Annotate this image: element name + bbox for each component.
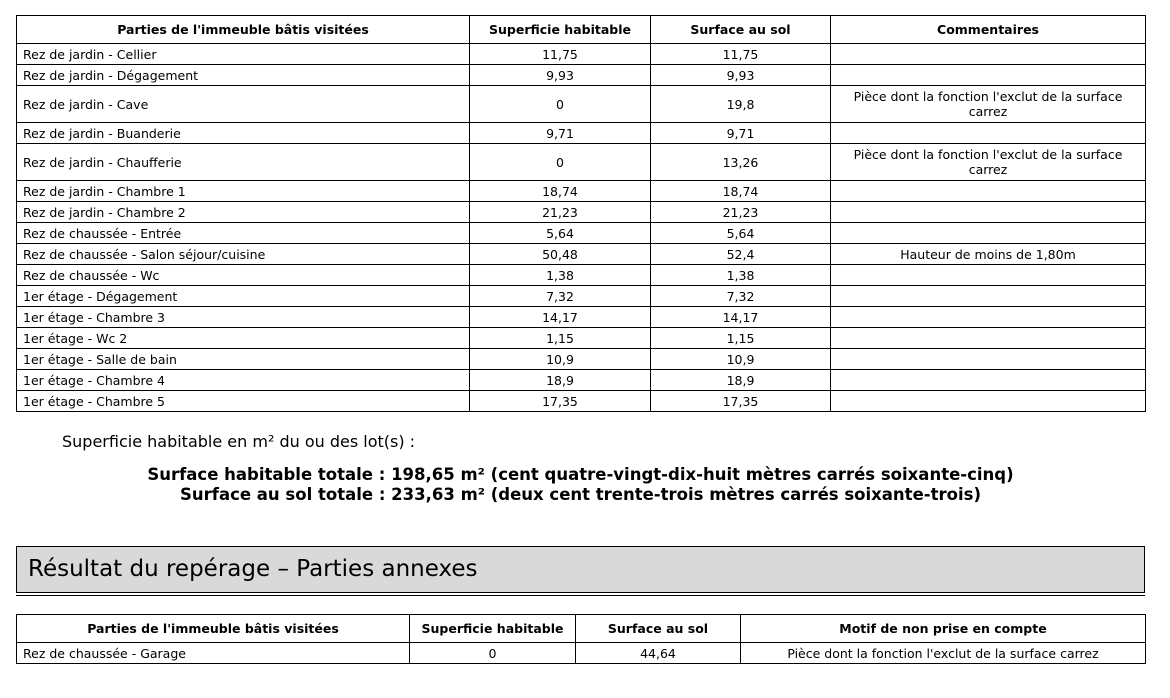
- cell-superficie-habitable: 7,32: [470, 286, 651, 307]
- cell-superficie-habitable: 5,64: [470, 223, 651, 244]
- cell-partie: Rez de jardin - Buanderie: [17, 123, 470, 144]
- cell-superficie-habitable: 10,9: [470, 349, 651, 370]
- cell-commentaire: [831, 44, 1146, 65]
- table-row: [17, 286, 1146, 307]
- cell-commentaire: [831, 349, 1146, 370]
- cell-surface-au-sol: 52,4: [651, 244, 831, 265]
- cell-superficie-habitable: 9,93: [470, 65, 651, 86]
- cell-surface-au-sol: 9,93: [651, 65, 831, 86]
- annex-table: [16, 614, 1146, 664]
- table-row: [17, 391, 1146, 412]
- cell-partie: 1er étage - Chambre 3: [17, 307, 470, 328]
- cell-partie: Rez de jardin - Chaufferie: [17, 144, 470, 181]
- rooms-table: [16, 15, 1146, 412]
- cell-surface-au-sol: 5,64: [651, 223, 831, 244]
- table-row: [17, 223, 1146, 244]
- cell-surface-au-sol: 10,9: [651, 349, 831, 370]
- cell-superficie-habitable: 11,75: [470, 44, 651, 65]
- cell-surface-au-sol: 1,38: [651, 265, 831, 286]
- table-row: [17, 349, 1146, 370]
- cell-superficie-habitable: 1,15: [470, 328, 651, 349]
- table-row: [17, 370, 1146, 391]
- cell-commentaire: [831, 202, 1146, 223]
- annex-header-superficie-habitable: Superficie habitable: [410, 615, 576, 643]
- summary-label: Superficie habitable en m² du ou des lot(s) :: [62, 432, 416, 451]
- cell-superficie-habitable: 21,23: [470, 202, 651, 223]
- annex-header-parties: Parties de l'immeuble bâtis visitées: [17, 615, 410, 643]
- cell-partie: Rez de jardin - Chambre 1: [17, 181, 470, 202]
- cell-surface-au-sol: 13,26: [651, 144, 831, 181]
- annex-table-row: [17, 643, 1146, 664]
- cell-commentaire: [831, 265, 1146, 286]
- cell-superficie-habitable: 18,9: [470, 370, 651, 391]
- cell-commentaire: [831, 370, 1146, 391]
- table-row: [17, 202, 1146, 223]
- cell-commentaire: [831, 391, 1146, 412]
- cell-partie: Rez de jardin - Dégagement: [17, 65, 470, 86]
- cell-surface-au-sol: 11,75: [651, 44, 831, 65]
- cell-partie: 1er étage - Chambre 5: [17, 391, 470, 412]
- header-commentaires: Commentaires: [831, 16, 1146, 44]
- cell-commentaire: Hauteur de moins de 1,80m: [831, 244, 1146, 265]
- table-row: [17, 244, 1146, 265]
- cell-partie: Rez de chaussée - Entrée: [17, 223, 470, 244]
- cell-superficie-habitable: 0: [470, 144, 651, 181]
- total-sol: Surface au sol totale : 233,63 m² (deux cent trente-trois mètres carrés soixante-trois): [180, 485, 981, 504]
- cell-superficie-habitable: 50,48: [470, 244, 651, 265]
- cell-commentaire: Pièce dont la fonction l'exclut de la surface carrez: [831, 86, 1146, 123]
- cell-partie: 1er étage - Salle de bain: [17, 349, 470, 370]
- cell-superficie-habitable: 0: [410, 643, 576, 664]
- cell-partie: 1er étage - Chambre 4: [17, 370, 470, 391]
- annex-table-header: [17, 615, 1146, 643]
- section-title: Résultat du repérage – Parties annexes: [28, 556, 478, 582]
- cell-surface-au-sol: 7,32: [651, 286, 831, 307]
- cell-partie: Rez de jardin - Cellier: [17, 44, 470, 65]
- cell-commentaire: Pièce dont la fonction l'exclut de la surface carrez: [741, 643, 1146, 664]
- cell-surface-au-sol: 44,64: [576, 643, 741, 664]
- header-superficie-habitable: Superficie habitable: [470, 16, 651, 44]
- cell-surface-au-sol: 19,8: [651, 86, 831, 123]
- cell-surface-au-sol: 1,15: [651, 328, 831, 349]
- section-header-annexes: [16, 546, 1145, 593]
- cell-partie: Rez de chaussée - Salon séjour/cuisine: [17, 244, 470, 265]
- table-row: [17, 65, 1146, 86]
- cell-superficie-habitable: 9,71: [470, 123, 651, 144]
- cell-partie: Rez de chaussée - Wc: [17, 265, 470, 286]
- table-row: [17, 181, 1146, 202]
- annex-header-motif: Motif de non prise en compte: [741, 615, 1146, 643]
- header-parties: Parties de l'immeuble bâtis visitées: [17, 16, 470, 44]
- cell-commentaire: [831, 223, 1146, 244]
- cell-superficie-habitable: 17,35: [470, 391, 651, 412]
- cell-surface-au-sol: 14,17: [651, 307, 831, 328]
- total-habitable: Surface habitable totale : 198,65 m² (cent quatre-vingt-dix-huit mètres carrés soixante-cinq): [147, 465, 1014, 484]
- annex-header-surface-au-sol: Surface au sol: [576, 615, 741, 643]
- table-row: [17, 265, 1146, 286]
- table-row: [17, 328, 1146, 349]
- cell-surface-au-sol: 17,35: [651, 391, 831, 412]
- cell-superficie-habitable: 18,74: [470, 181, 651, 202]
- cell-surface-au-sol: 18,9: [651, 370, 831, 391]
- cell-commentaire: [831, 307, 1146, 328]
- cell-commentaire: [831, 123, 1146, 144]
- totals-block: [16, 465, 1145, 505]
- cell-superficie-habitable: 14,17: [470, 307, 651, 328]
- cell-surface-au-sol: 9,71: [651, 123, 831, 144]
- cell-partie: Rez de jardin - Cave: [17, 86, 470, 123]
- cell-partie: 1er étage - Wc 2: [17, 328, 470, 349]
- header-surface-au-sol: Surface au sol: [651, 16, 831, 44]
- cell-partie: 1er étage - Dégagement: [17, 286, 470, 307]
- table-row: [17, 86, 1146, 123]
- cell-commentaire: [831, 328, 1146, 349]
- cell-superficie-habitable: 1,38: [470, 265, 651, 286]
- table-row: [17, 144, 1146, 181]
- table-row: [17, 123, 1146, 144]
- cell-commentaire: [831, 286, 1146, 307]
- cell-surface-au-sol: 18,74: [651, 181, 831, 202]
- divider: [16, 595, 1145, 596]
- cell-commentaire: Pièce dont la fonction l'exclut de la surface carrez: [831, 144, 1146, 181]
- table-row: [17, 44, 1146, 65]
- cell-commentaire: [831, 181, 1146, 202]
- table-row: [17, 307, 1146, 328]
- cell-commentaire: [831, 65, 1146, 86]
- cell-partie: Rez de jardin - Chambre 2: [17, 202, 470, 223]
- cell-superficie-habitable: 0: [470, 86, 651, 123]
- rooms-table-header: [17, 16, 1146, 44]
- cell-partie: Rez de chaussée - Garage: [17, 643, 410, 664]
- cell-surface-au-sol: 21,23: [651, 202, 831, 223]
